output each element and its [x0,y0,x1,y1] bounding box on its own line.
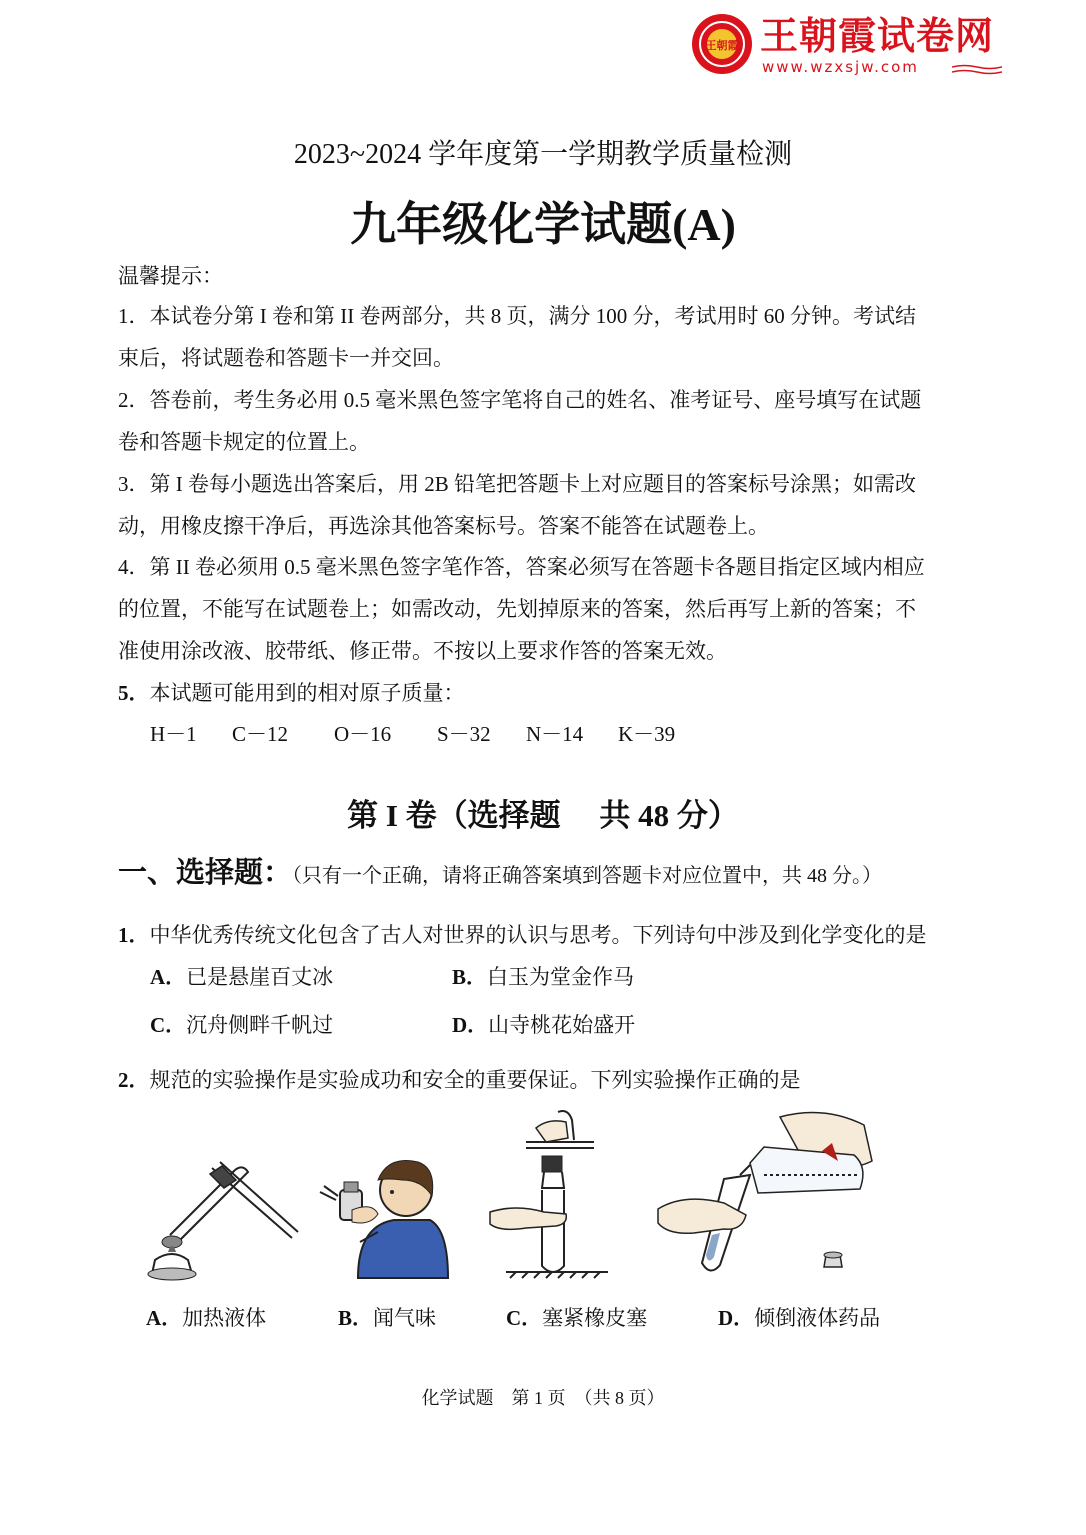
note-line: 准使用涂改液、胶带纸、修正带。不按以上要求作答的答案无效。 [118,639,727,663]
exam-title: 九年级化学试题(A) [350,199,736,250]
option-label: B． [452,965,488,989]
logo-brand: 王朝霞试卷网 [760,14,995,58]
question-2 [118,1066,801,1094]
note-line: 束后，将试题卷和答题卡一并交回。 [118,346,454,370]
option-text: 加热液体 [182,1306,267,1330]
note-line: 卷和答题卡规定的位置上。 [118,430,370,454]
note-line: 4．第 II 卷必须用 0.5 毫米黑色签字笔作答，答案必须写在答题卡各题目指定区域内相应 [118,555,925,579]
illustration-smell [318,1150,453,1280]
notes-heading: 温馨提示： [118,264,223,288]
mass-k: K－39 [618,722,676,746]
site-logo [690,12,1010,76]
option-text: 闻气味 [373,1306,437,1330]
q1-stem: 中华优秀传统文化包含了古人对世界的认识与思考。下列诗句中涉及到化学变化的是 [149,923,927,947]
mass-h: H－1 [150,722,197,746]
seal-icon [690,12,754,76]
option-label: C． [506,1306,543,1330]
option-label: D． [718,1306,755,1330]
option-text: 沉舟侧畔千帆过 [186,1013,334,1037]
mass-c: C－12 [232,722,289,746]
mass-s: S－32 [437,722,491,746]
page-footer: 化学试题 第 1 页 （共 8 页） [421,1388,665,1408]
seal-text: 王朝霞 [705,39,739,52]
q2-stem: 规范的实验操作是实验成功和安全的重要保证。下列实验操作正确的是 [149,1068,801,1092]
note-line: 动，用橡皮擦干净后，再选涂其他答案标号。答案不能答在试题卷上。 [118,514,769,538]
part-heading-row [118,850,882,891]
wave-icon [952,64,1002,76]
note-line: 的位置，不能写在试题卷上；如需改动，先划掉原来的答案，然后再写上新的答案；不 [118,597,916,621]
q1-option-a [150,963,333,991]
illustration-heating-liquid [140,1150,305,1285]
mass-n: N－14 [526,722,584,746]
option-label: C． [150,1013,187,1037]
q2-option-a [146,1302,266,1332]
illustration-pouring [654,1105,884,1285]
q2-num: 2． [118,1068,150,1092]
option-label: A． [150,965,187,989]
q1-option-d [452,1011,635,1039]
option-text: 倾倒液体药品 [754,1306,881,1330]
note-line: 2．答卷前，考生务必用 0.5 毫米黑色签字笔将自己的姓名、准考证号、座号填写在试题 [118,388,922,412]
q1-option-c [150,1011,333,1039]
logo-url: www.wzxsjw.com [762,58,919,76]
note-line: 3．第 I 卷每小题选出答案后，用 2B 铅笔把答题卡上对应题目的答案标号涂黑；如需改 [118,472,916,496]
option-text: 已是悬崖百丈冰 [186,965,334,989]
illustration-stopper [486,1108,616,1283]
section-title: 第 I 卷（选择题 共 48 分） [347,798,739,833]
part-heading: 一、选择题： [118,857,293,889]
mass-o: O－16 [334,722,392,746]
option-label: D． [452,1013,489,1037]
option-text: 白玉为堂金作马 [487,965,635,989]
question-1 [118,921,927,949]
note-item5-num: 5． [118,681,150,705]
q2-option-b [338,1302,436,1332]
note-line: 1．本试卷分第 I 卷和第 II 卷两部分，共 8 页，满分 100 分，考试用时 60 分钟。考试结 [118,304,916,328]
exam-subtitle: 2023~2024 学年度第一学期教学质量检测 [293,139,793,170]
q2-option-d [718,1302,880,1332]
option-text: 塞紧橡皮塞 [542,1306,648,1330]
q2-option-c [506,1302,647,1332]
q1-num: 1． [118,923,150,947]
note-item5 [118,679,465,707]
option-label: B． [338,1306,374,1330]
note-item5-text: 本试题可能用到的相对原子质量： [149,681,465,705]
option-text: 山寺桃花始盛开 [488,1013,636,1037]
q1-option-b [452,963,634,991]
option-label: A． [146,1306,183,1330]
part-note: （只有一个正确，请将正确答案填到答题卡对应位置中，共 48 分。） [292,865,883,887]
